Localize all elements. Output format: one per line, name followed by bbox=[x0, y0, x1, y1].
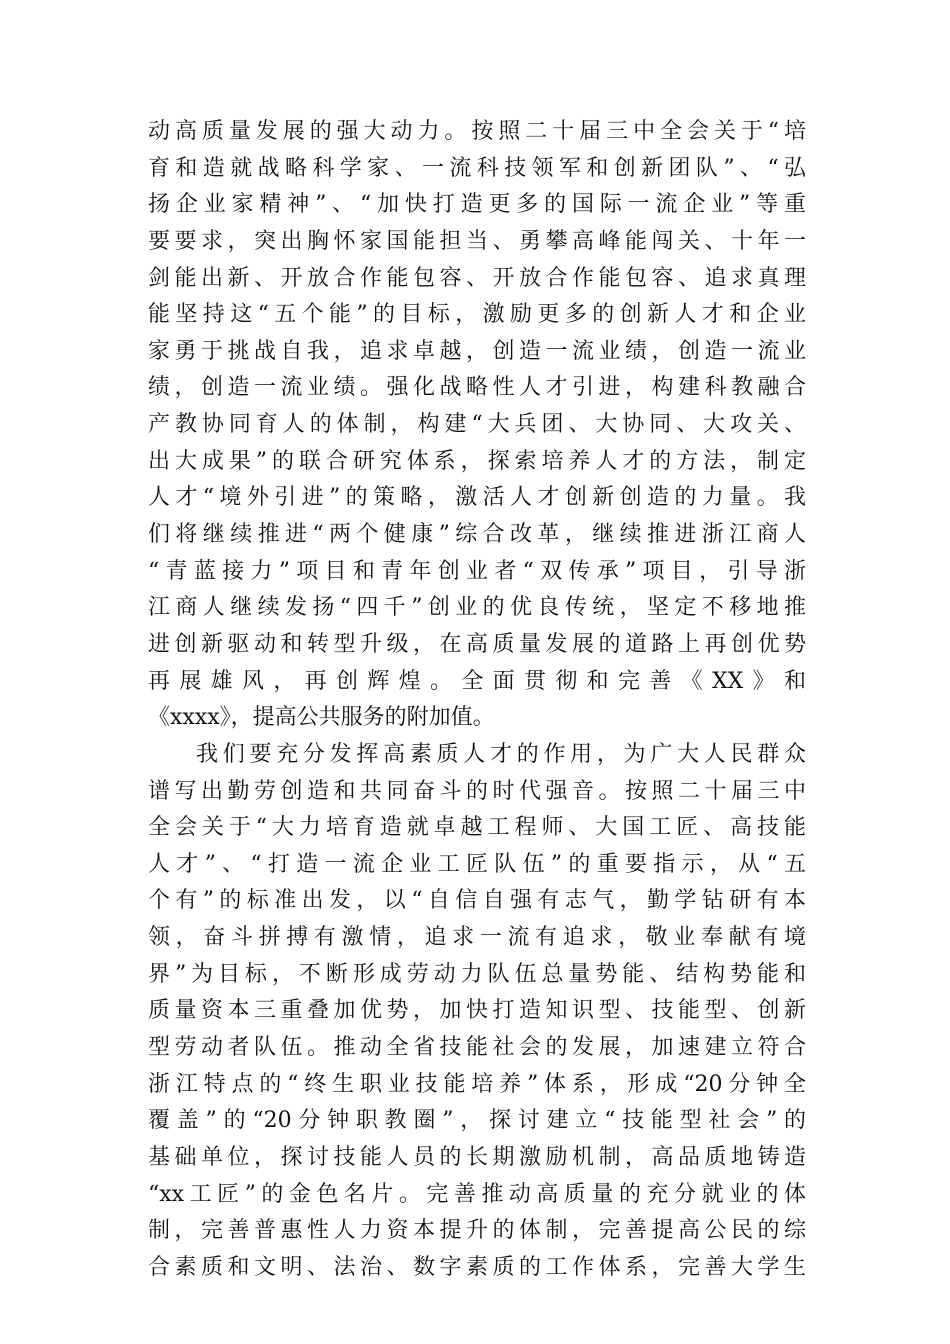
text-line: 质量资本三重叠加优势，加快打造知识型、技能型、创新 bbox=[148, 998, 806, 1024]
text-line: 型劳动者队伍。推动全省技能社会的发展，加速建立符合 bbox=[148, 1035, 806, 1061]
text-line: 家勇于挑战自我，追求卓越，创造一流业绩，创造一流业 bbox=[148, 338, 806, 364]
text-line: 我们要充分发挥高素质人才的作用，为广大人民群众 bbox=[196, 741, 806, 767]
text-line: 进创新驱动和转型升级，在高质量发展的道路上再创优势 bbox=[148, 631, 806, 657]
text-line: 动高质量发展的强大动力。按照二十届三中全会关于“培 bbox=[148, 119, 806, 144]
text-line: 江商人继续发扬“四千”创业的优良传统，坚定不移地推 bbox=[148, 595, 806, 621]
text-line: 们将继续推进“两个健康”综合改革，继续推进浙江商人 bbox=[148, 522, 806, 548]
text-line: 界”为目标，不断形成劳动力队伍总量势能、结构势能和 bbox=[148, 961, 806, 987]
paragraph-2 bbox=[148, 737, 806, 1287]
text-line: 《xxxx》，提高公共服务的附加值。 bbox=[148, 705, 495, 731]
text-line: 人才“境外引进”的策略，激活人才创新创造的力量。我 bbox=[148, 485, 806, 511]
text-line: 绩，创造一流业绩。强化战略性人才引进，构建科教融合 bbox=[148, 375, 806, 401]
text-line: “xx工匠”的金色名片。完善推动高质量的充分就业的体 bbox=[148, 1181, 806, 1207]
text-line: 要要求，突出胸怀家国能担当、勇攀高峰能闯关、十年一 bbox=[148, 228, 806, 254]
text-line: 剑能出新、开放合作能包容、开放合作能包容、追求真理 bbox=[148, 265, 806, 291]
text-line: 基础单位，探讨技能人员的长期激励机制，高品质地铸造 bbox=[148, 1144, 806, 1170]
text-line: 领，奋斗拼搏有激情，追求一流有追求，敬业奉献有境 bbox=[148, 925, 806, 951]
text-line: “青蓝接力”项目和青年创业者“双传承”项目，引导浙 bbox=[148, 558, 806, 584]
text-line: 全会关于“大力培育造就卓越工程师、大国工匠、高技能 bbox=[148, 815, 806, 841]
text-line: 浙江特点的“终生职业技能培养”体系，形成“20分钟全 bbox=[148, 1071, 806, 1097]
text-line: 出大成果”的联合研究体系，探索培养人才的方法，制定 bbox=[148, 448, 806, 474]
text-line: 人才”、“打造一流企业工匠队伍”的重要指示，从“五 bbox=[148, 851, 806, 877]
text-line: 覆盖”的“20分钟职教圈”，探讨建立“技能型社会”的 bbox=[148, 1108, 806, 1134]
paragraph-1 bbox=[148, 114, 806, 737]
text-line: 谱写出勤劳创造和共同奋斗的时代强音。按照二十届三中 bbox=[148, 778, 806, 804]
text-line: 育和造就战略科学家、一流科技领军和创新团队”、“弘 bbox=[148, 155, 806, 181]
text-line: 产教协同育人的体制，构建“大兵团、大协同、大攻关、 bbox=[148, 412, 806, 438]
text-line: 合素质和文明、法治、数字素质的工作体系，完善大学生 bbox=[148, 1254, 806, 1280]
text-line: 制，完善普惠性人力资本提升的体制，完善提高公民的综 bbox=[148, 1218, 806, 1244]
text-line: 扬企业家精神”、“加快打造更多的国际一流企业”等重 bbox=[148, 192, 806, 218]
text-line: 个有”的标准出发，以“自信自强有志气，勤学钻研有本 bbox=[148, 888, 806, 914]
document-body bbox=[148, 114, 806, 1287]
text-line: 再展雄风，再创辉煌。全面贯彻和完善《XX》和 bbox=[148, 668, 806, 694]
text-line: 能坚持这“五个能”的目标，激励更多的创新人才和企业 bbox=[148, 302, 806, 328]
